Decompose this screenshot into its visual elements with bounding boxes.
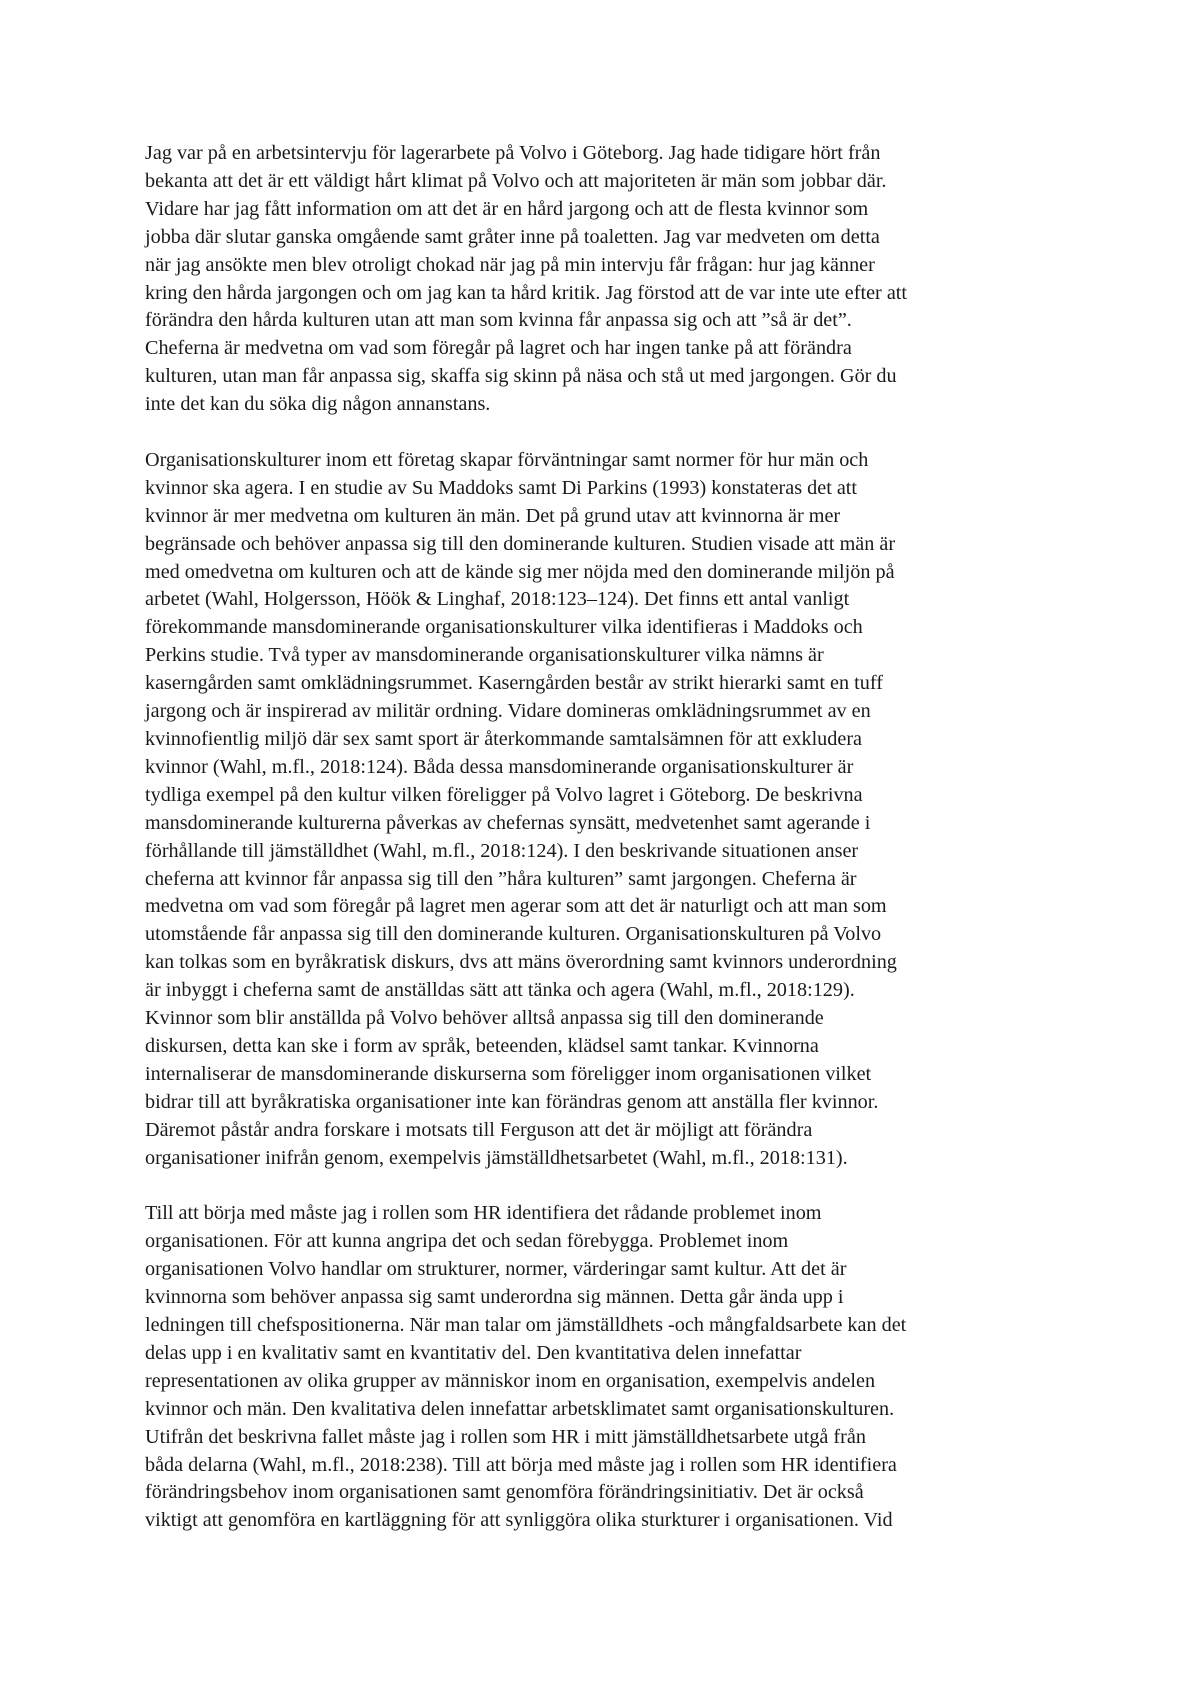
text-line: Kvinnor som blir anställda på Volvo behöver alltså anpassa sig till den dominerande [145,1007,824,1030]
text-line: bidrar till att byråkratiska organisationer inte kan förändras genom att anställa fler kvinnor. [145,1090,879,1113]
text-line: mansdominerande kulturerna påverkas av chefernas synsätt, medvetenhet samt agerande i [145,811,871,834]
text-line: organisationen Volvo handlar om strukturer, normer, värderingar samt kultur. Att det är [145,1258,847,1281]
text-line: kvinnor (Wahl, m.fl., 2018:124). Båda dessa mansdominerande organisationskulturer är [145,755,854,778]
text-line: delas upp i en kvalitativ samt en kvantitativ del. Den kvantitativa delen innefattar [145,1341,802,1364]
text-line: Till att börja med måste jag i rollen som HR identifiera det rådande problemet inom [145,1202,822,1225]
text-line: internaliserar de mansdominerande diskurserna som föreligger inom organisationen vilket [145,1062,872,1085]
text-line: kvinnofientlig miljö där sex samt sport är återkommande samtalsämnen för att exkludera [145,728,863,751]
text-line: organisationen. För att kunna angripa det och sedan förebygga. Problemet inom [145,1230,789,1253]
text-line: Däremot påstår andra forskare i motsats till Ferguson att det är möjligt att förändra [145,1118,813,1141]
text-line: förändra den hårda kulturen utan att man som kvinna får anpassa sig och att ”så är det”. [145,309,852,332]
text-line: förändringsbehov inom organisationen samt genomföra förändringsinitiativ. Det är också [145,1481,864,1504]
text-line: bekanta att det är ett väldigt hårt klimat på Volvo och att majoriteten är män som jobbar där. [145,169,887,192]
text-line: förhållande till jämställdhet (Wahl, m.fl., 2018:124). I den beskrivande situationen anser [145,839,859,862]
text-line: båda delarna (Wahl, m.fl., 2018:238). Till att börja med måste jag i rollen som HR identifiera [145,1453,897,1476]
text-line: begränsade och behöver anpassa sig till den dominerande kulturen. Studien visade att män är [145,532,896,555]
text-line: arbetet (Wahl, Holgersson, Höök & Linghaf, 2018:123–124). Det finns ett antal vanligt [145,588,850,611]
text-line: kaserngården samt omklädningsrummet. Kaserngården består av strikt hierarki samt en tuff [145,672,883,695]
text-line: representationen av olika grupper av människor inom en organisation, exempelvis andelen [145,1369,876,1392]
text-line: förekommande mansdominerande organisationskulturer vilka identifieras i Maddoks och [145,616,863,639]
text-line: jobba där slutar ganska omgående samt gråter inne på toaletten. Jag var medveten om detta [145,225,880,248]
text-line: jargong och är inspirerad av militär ordning. Vidare domineras omklädningsrummet av en [145,700,871,723]
text-line: kvinnorna som behöver anpassa sig samt underordna sig männen. Detta går ända upp i [145,1286,844,1309]
text-line: utomstående får anpassa sig till den dominerande kulturen. Organisationskulturen på Volvo [145,923,882,946]
text-line: kan tolkas som en byråkratisk diskurs, dvs att mäns överordning samt kvinnors underordning [145,951,897,974]
paragraph-3 [145,1200,1065,1535]
text-line: kvinnor och män. Den kvalitativa delen innefattar arbetsklimatet samt organisationskulturen. [145,1397,895,1420]
text-line: inte det kan du söka dig någon annanstans. [145,393,491,416]
text-line: tydliga exempel på den kultur vilken föreligger på Volvo lagret i Göteborg. De beskrivna [145,783,863,806]
paragraph-1 [145,140,1065,419]
text-line: Utifrån det beskrivna fallet måste jag i rollen som HR i mitt jämställdhetsarbete utgå från [145,1425,866,1448]
text-line: kulturen, utan man får anpassa sig, skaffa sig skinn på näsa och stå ut med jargongen. Gör du [145,365,897,388]
text-line: är inbyggt i cheferna samt de anställdas sätt att tänka och agera (Wahl, m.fl., 2018:129). [145,979,855,1002]
text-line: Perkins studie. Två typer av mansdominerande organisationskulturer vilka nämns är [145,644,824,667]
text-line: ledningen till chefspositionerna. När man talar om jämställdhets -och mångfaldsarbete kan det [145,1314,907,1337]
text-line: med omedvetna om kulturen och att de kände sig mer nöjda med den dominerande miljön på [145,560,895,583]
text-line: kvinnor ska agera. I en studie av Su Maddoks samt Di Parkins (1993) konstateras det att [145,476,858,499]
text-line: Jag var på en arbetsintervju för lagerarbete på Volvo i Göteborg. Jag hade tidigare hört från [145,142,881,164]
text-line: viktigt att genomföra en kartläggning för att synliggöra olika sturkturer i organisationen. Vid [145,1509,893,1532]
document-body [145,140,1065,1535]
paragraph-2 [145,447,1065,1173]
text-line: Vidare har jag fått information om att det är en hård jargong och att de flesta kvinnor som [145,197,869,220]
text-line: cheferna att kvinnor får anpassa sig till den ”håra kulturen” samt jargongen. Cheferna är [145,867,857,890]
text-line: organisationer inifrån genom, exempelvis jämställdhetsarbetet (Wahl, m.fl., 2018:131). [145,1146,848,1169]
text-line: när jag ansökte men blev otroligt chokad när jag på min intervju får frågan: hur jag känner [145,253,875,276]
text-line: kring den hårda jargongen och om jag kan ta hård kritik. Jag förstod att de var inte ute efter att [145,281,908,304]
text-line: kvinnor är mer medvetna om kulturen än män. Det på grund utav att kvinnorna är mer [145,504,841,527]
text-line: diskursen, detta kan ske i form av språk, beteenden, klädsel samt tankar. Kvinnorna [145,1034,819,1057]
text-line: medvetna om vad som föregår på lagret men agerar som att det är naturligt och att man som [145,895,887,918]
text-line: Organisationskulturer inom ett företag skapar förväntningar samt normer för hur män och [145,448,869,471]
text-line: Cheferna är medvetna om vad som föregår på lagret och har ingen tanke på att förändra [145,337,852,360]
